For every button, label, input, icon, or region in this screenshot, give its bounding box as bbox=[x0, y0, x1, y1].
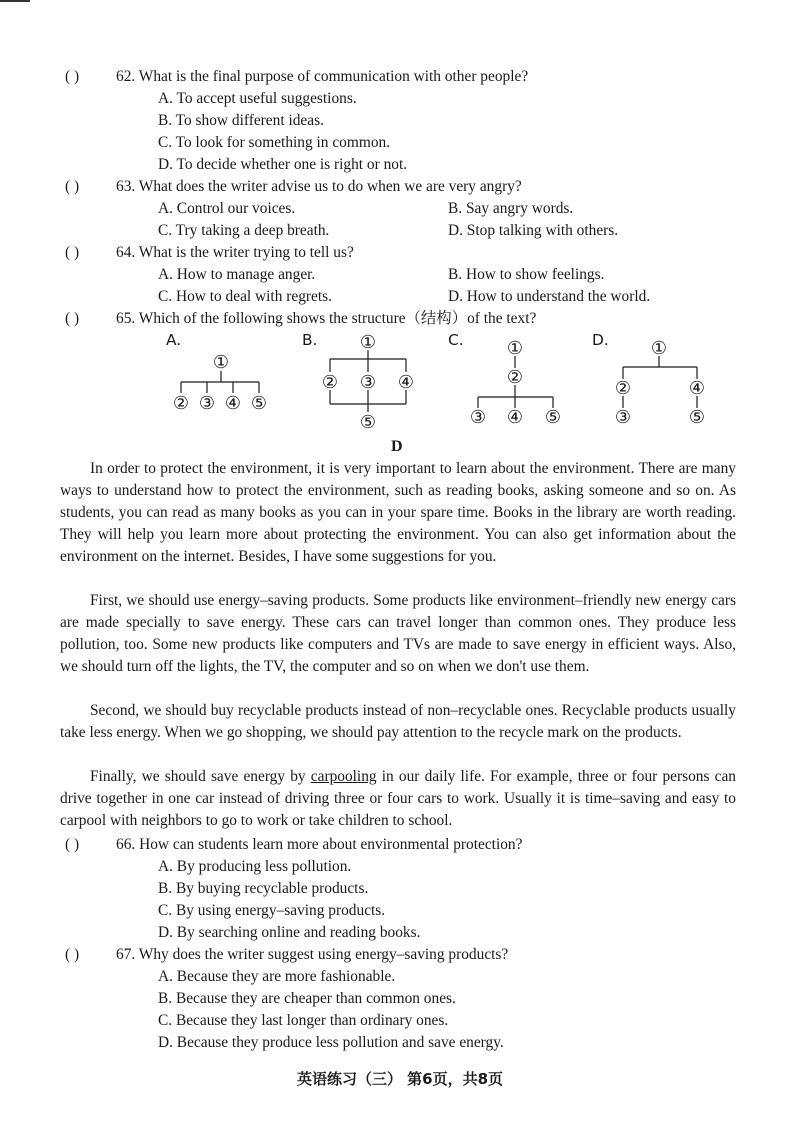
d-node-3: ③ bbox=[614, 407, 632, 428]
option-b-label: B. bbox=[302, 331, 318, 349]
question-62-option-a: A. To accept useful suggestions. bbox=[158, 90, 357, 107]
passage-title: D bbox=[391, 438, 403, 455]
question-63-option-d: D. Stop talking with others. bbox=[448, 222, 619, 239]
passage-paragraph-1-text: In order to protect the environment, it is very important to learn about the environment. There are many ways to understand how to protect the environment, such as reading books, asking someone and so on. As students, you can read as many books as you can in your spare time. Books in the library are worth reading. They will help you learn more about protecting the environment. You can also get information about the environment on the internet. Besides, I have some suggestions for you. bbox=[60, 460, 736, 565]
p4-before: Finally, we should save energy by bbox=[90, 768, 311, 785]
answer-blank-63[interactable]: ( ) bbox=[65, 178, 80, 195]
b-node-2: ② bbox=[321, 372, 339, 393]
b-node-5: ⑤ bbox=[359, 412, 377, 433]
question-67-option-b: B. Because they are cheaper than common ones. bbox=[158, 990, 456, 1007]
question-63-stem: 63. What does the writer advise us to do when we are very angry? bbox=[116, 178, 522, 195]
answer-blank-67[interactable]: ( ) bbox=[65, 946, 80, 963]
question-64-option-b: B. How to show feelings. bbox=[448, 266, 605, 283]
c-node-5: ⑤ bbox=[544, 407, 562, 428]
question-62-option-d: D. To decide whether one is right or not. bbox=[158, 156, 408, 173]
c-node-4: ④ bbox=[506, 407, 524, 428]
option-c-label: C. bbox=[448, 331, 464, 349]
passage-paragraph-4 bbox=[60, 766, 736, 832]
passage-paragraph-3-text: Second, we should buy recyclable products instead of non–recyclable ones. Recyclable products usually take less energy. When we go shopping, we should pay attention to the recycle mark on the products. bbox=[60, 702, 736, 741]
a-node-4: ④ bbox=[224, 393, 242, 414]
p4-after: in our daily life. For example, three or four persons can drive together in one car instead of driving three or four cars to work. Usually it is time–saving and easy to carpool with neighbors to go to work or take children to school. bbox=[60, 768, 736, 829]
answer-blank-64[interactable]: ( ) bbox=[65, 244, 80, 261]
question-66-option-a: A. By producing less pollution. bbox=[158, 858, 352, 875]
a-node-5: ⑤ bbox=[250, 393, 268, 414]
corner-mark bbox=[0, 0, 30, 2]
passage-paragraph-4-text bbox=[60, 766, 736, 832]
question-64-option-c: C. How to deal with regrets. bbox=[158, 288, 332, 305]
answer-blank-65[interactable]: ( ) bbox=[65, 310, 80, 327]
b-node-1: ① bbox=[359, 332, 377, 353]
passage-paragraph-2 bbox=[60, 590, 736, 678]
structure-diagrams bbox=[0, 326, 800, 436]
question-65-stem: 65. Which of the following shows the structure（结构）of the text? bbox=[116, 310, 537, 327]
answer-blank-62[interactable]: ( ) bbox=[65, 68, 80, 85]
d-node-1: ① bbox=[650, 338, 668, 359]
question-64-option-d: D. How to understand the world. bbox=[448, 288, 651, 305]
option-d-label: D. bbox=[592, 331, 609, 349]
question-63-option-c: C. Try taking a deep breath. bbox=[158, 222, 330, 239]
question-66-option-c: C. By using energy–saving products. bbox=[158, 902, 386, 919]
passage-paragraph-2-text: First, we should use energy–saving products. Some products like environment–friendly new energy cars are made specially to save energy. These cars can travel longer than common ones. They produce less pollution, too. Some new products like computers and TVs are made to save energy in efficient ways. Also, we should turn off the lights, the TV, the computer and so on when we don't use them. bbox=[60, 592, 736, 675]
question-67-option-a: A. Because they are more fashionable. bbox=[158, 968, 396, 985]
a-node-3: ③ bbox=[198, 393, 216, 414]
answer-blank-66[interactable]: ( ) bbox=[65, 836, 80, 853]
question-67-stem: 67. Why does the writer suggest using energy–saving products? bbox=[116, 946, 509, 963]
question-63-option-b: B. Say angry words. bbox=[448, 200, 574, 217]
option-a-label: A. bbox=[166, 331, 182, 349]
question-66-stem: 66. How can students learn more about environmental protection? bbox=[116, 836, 523, 853]
question-62-option-c: C. To look for something in common. bbox=[158, 134, 391, 151]
passage-paragraph-3 bbox=[60, 700, 736, 744]
c-node-3: ③ bbox=[469, 407, 487, 428]
question-63-option-a: A. Control our voices. bbox=[158, 200, 296, 217]
underlined-word-carpooling: carpooling bbox=[310, 768, 377, 785]
c-node-2: ② bbox=[506, 367, 524, 388]
question-67-option-c: C. Because they last longer than ordinary ones. bbox=[158, 1012, 449, 1029]
question-64-stem: 64. What is the writer trying to tell us? bbox=[116, 244, 354, 261]
d-node-4: ④ bbox=[688, 378, 706, 399]
question-64-option-a: A. How to manage anger. bbox=[158, 266, 316, 283]
question-67-option-d: D. Because they produce less pollution and save energy. bbox=[158, 1034, 504, 1051]
b-node-3: ③ bbox=[359, 372, 377, 393]
d-node-5: ⑤ bbox=[688, 407, 706, 428]
question-62-option-b: B. To show different ideas. bbox=[158, 112, 324, 129]
a-node-1: ① bbox=[212, 352, 230, 373]
b-node-4: ④ bbox=[397, 372, 415, 393]
passage-paragraph-1 bbox=[60, 458, 736, 568]
page-footer: 英语练习（三） 第6页，共8页 bbox=[296, 1070, 504, 1088]
question-66-option-d: D. By searching online and reading books. bbox=[158, 924, 421, 941]
c-node-1: ① bbox=[506, 338, 524, 359]
question-66-option-b: B. By buying recyclable products. bbox=[158, 880, 369, 897]
question-62-stem: 62. What is the final purpose of communication with other people? bbox=[116, 68, 529, 85]
d-node-2: ② bbox=[614, 378, 632, 399]
a-node-2: ② bbox=[172, 393, 190, 414]
